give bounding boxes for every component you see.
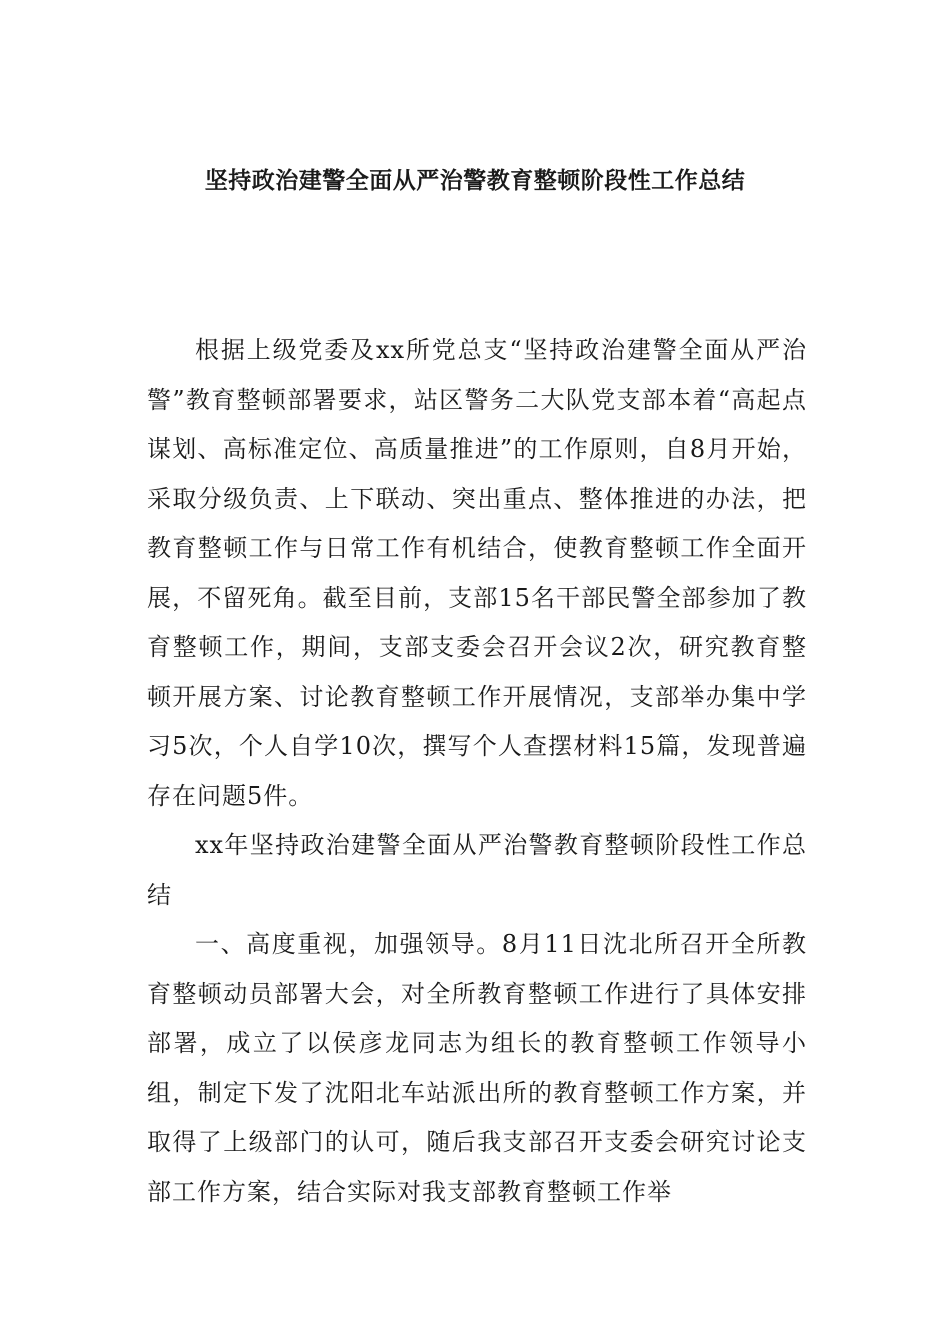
paragraph-intro: 根据上级党委及xx所党总支“坚持政治建警全面从严治警”教育整顿部署要求，站区警务二大队党支部本着“高起点谋划、高标准定位、高质量推进”的工作原则，自8月开始，采取分级负责、上下联动、突出重点、整体推进的办法，把教育整顿工作与日常工作有机结合，使教育整顿工作全面开展，不留死角。截至目前，支部15名干部民警全部参加了教育整顿工作，期间，支部支委会召开会议2次，研究教育整顿开展方案、讨论教育整顿工作开展情况，支部举办集中学习5次，个人自学10次，撰写个人查摆材料15篇，发现普遍存在问题5件。 (147, 336, 807, 810)
document-body (147, 326, 807, 1217)
paragraph-section-one: 一、高度重视，加强领导。8月11日沈北所召开全所教育整顿动员部署大会，对全所教育整顿工作进行了具体安排部署，成立了以侯彦龙同志为组长的教育整顿工作领导小组，制定下发了沈阳北车站派出所的教育整顿工作方案，并取得了上级部门的认可，随后我支部召开支委会研究讨论支部工作方案，结合实际对我支部教育整顿工作举 (147, 930, 807, 1206)
paragraph-subtitle: xx年坚持政治建警全面从严治警教育整顿阶段性工作总结 (147, 831, 807, 909)
document-title: 坚持政治建警全面从严治警教育整顿阶段性工作总结 (204, 168, 746, 194)
